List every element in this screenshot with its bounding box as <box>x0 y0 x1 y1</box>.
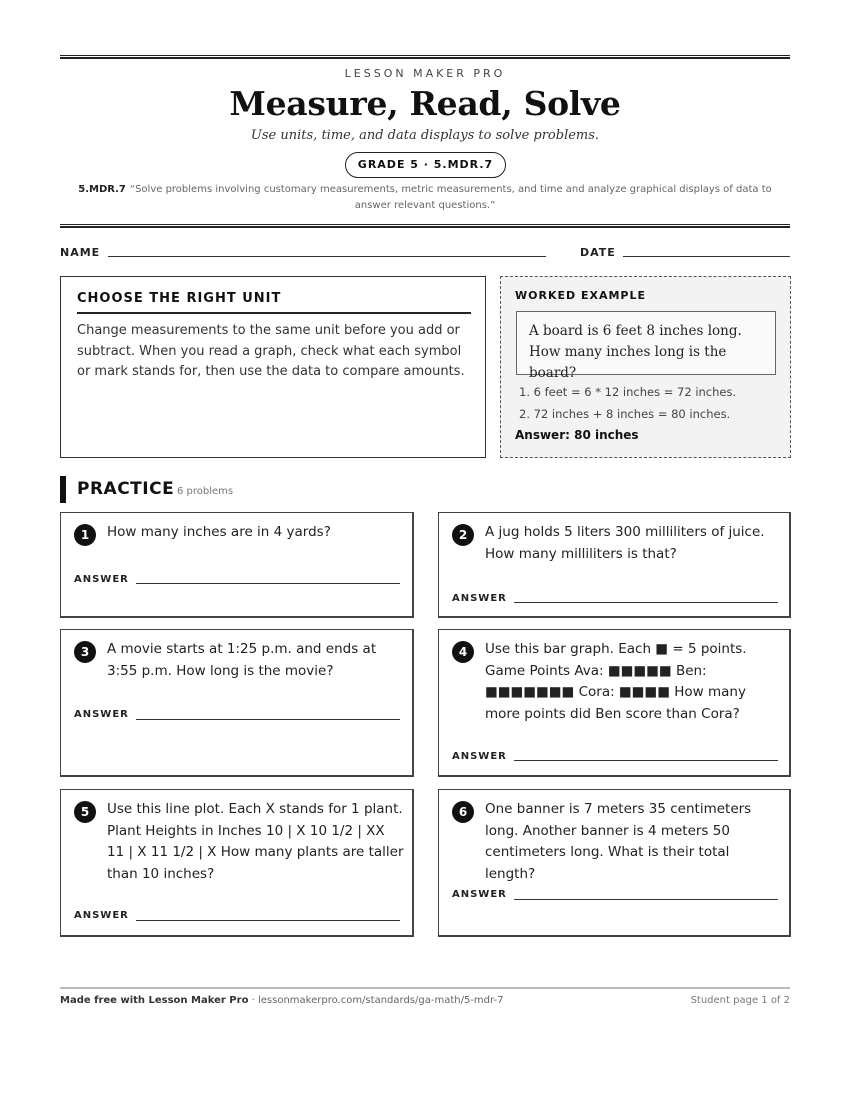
grade-badge: GRADE 5 · 5.MDR.7 <box>345 152 506 178</box>
choose-unit-body: Change measurements to the same unit before you add or subtract. When you read a graph, check what each symbol or mark stands for, then use the data to compare amounts. <box>77 323 465 379</box>
practice-accent-bar <box>60 476 66 503</box>
name-label: NAME <box>60 246 101 259</box>
answer-field-6[interactable] <box>514 899 778 900</box>
problem-text: Use this line plot. Each X stands for 1 plant. Plant Heights in Inches 10 | X 10 1/2 | XX 11 | X 11 1/2 | X How many plants are taller than 10 inches? <box>107 801 404 882</box>
practice-heading: PRACTICE <box>77 479 175 499</box>
worked-example-step: 1. 6 feet = 6 * 12 inches = 72 inches. <box>519 385 737 399</box>
footer-divider <box>60 987 790 989</box>
problem-number: 4 <box>452 641 474 663</box>
header-bottom-rule <box>60 224 790 228</box>
worked-example-box <box>500 276 791 458</box>
answer-label: ANSWER <box>74 910 129 921</box>
problem-number: 3 <box>74 641 96 663</box>
problem-card-5 <box>60 789 414 937</box>
standard-text: “Solve problems involving customary measurements, metric measurements, and time and analyze graphical displays of data to answer relevant questions.” <box>129 184 772 211</box>
worked-example-step: 2. 72 inches + 8 inches = 80 inches. <box>519 407 731 421</box>
answer-field-4[interactable] <box>514 760 778 761</box>
problem-number: 6 <box>452 801 474 823</box>
problem-card-2 <box>438 512 791 618</box>
top-double-rule <box>60 55 790 59</box>
problem-number: 2 <box>452 524 474 546</box>
answer-field-2[interactable] <box>514 602 778 603</box>
worked-example-question: A board is 6 feet 8 inches long. How many inches long is the board? <box>516 311 776 375</box>
footer-credit <box>60 995 503 1006</box>
page-subtitle: Use units, time, and data displays to solve problems. <box>250 128 600 143</box>
answer-label: ANSWER <box>74 709 129 720</box>
date-field[interactable] <box>623 256 790 257</box>
problem-card-4 <box>438 629 791 777</box>
answer-label: ANSWER <box>452 751 507 762</box>
problem-text: A movie starts at 1:25 p.m. and ends at 3:55 p.m. How long is the movie? <box>107 641 377 679</box>
date-label: DATE <box>580 246 616 259</box>
worked-example-heading: WORKED EXAMPLE <box>515 289 646 302</box>
problem-text: A jug holds 5 liters 300 milliliters of juice. How many milliliters is that? <box>485 524 765 562</box>
answer-field-3[interactable] <box>136 719 400 720</box>
problem-text: How many inches are in 4 yards? <box>107 524 331 540</box>
problem-text: Use this bar graph. Each ■ = 5 points. Game Points Ava: ■■■■■ Ben: ■■■■■■■ Cora: ■■■■ How many more points did Ben score than Cora? <box>485 641 747 722</box>
answer-field-5[interactable] <box>136 920 400 921</box>
problem-number: 1 <box>74 524 96 546</box>
problem-text: One banner is 7 meters 35 centimeters long. Another banner is 4 meters 50 centimeters long. What is their total length? <box>485 801 752 882</box>
problem-card-6 <box>438 789 791 937</box>
answer-label: ANSWER <box>452 889 507 900</box>
footer-made-with: Made free with Lesson Maker Pro <box>60 995 249 1006</box>
worked-example-answer: Answer: 80 inches <box>515 428 639 442</box>
page-title: Measure, Read, Solve <box>229 84 621 123</box>
worked-example-steps <box>519 381 736 425</box>
answer-label: ANSWER <box>74 574 129 585</box>
problem-card-1 <box>60 512 414 618</box>
choose-unit-box <box>60 276 486 458</box>
footer-url[interactable]: · lessonmakerpro.com/standards/ga-math/5-mdr-7 <box>248 995 504 1006</box>
brand-label: LESSON MAKER PRO <box>344 67 506 80</box>
practice-count: 6 problems <box>177 486 234 497</box>
answer-label: ANSWER <box>452 593 507 604</box>
name-field[interactable] <box>108 256 546 257</box>
problem-number: 5 <box>74 801 96 823</box>
standard-statement <box>60 182 790 214</box>
standard-code: 5.MDR.7 <box>78 184 126 195</box>
footer-page-number: Student page 1 of 2 <box>690 995 790 1006</box>
choose-unit-divider <box>77 312 471 314</box>
problem-card-3 <box>60 629 414 777</box>
answer-field-1[interactable] <box>136 583 400 584</box>
choose-unit-heading: CHOOSE THE RIGHT UNIT <box>77 291 282 306</box>
worksheet-page <box>60 0 790 1100</box>
